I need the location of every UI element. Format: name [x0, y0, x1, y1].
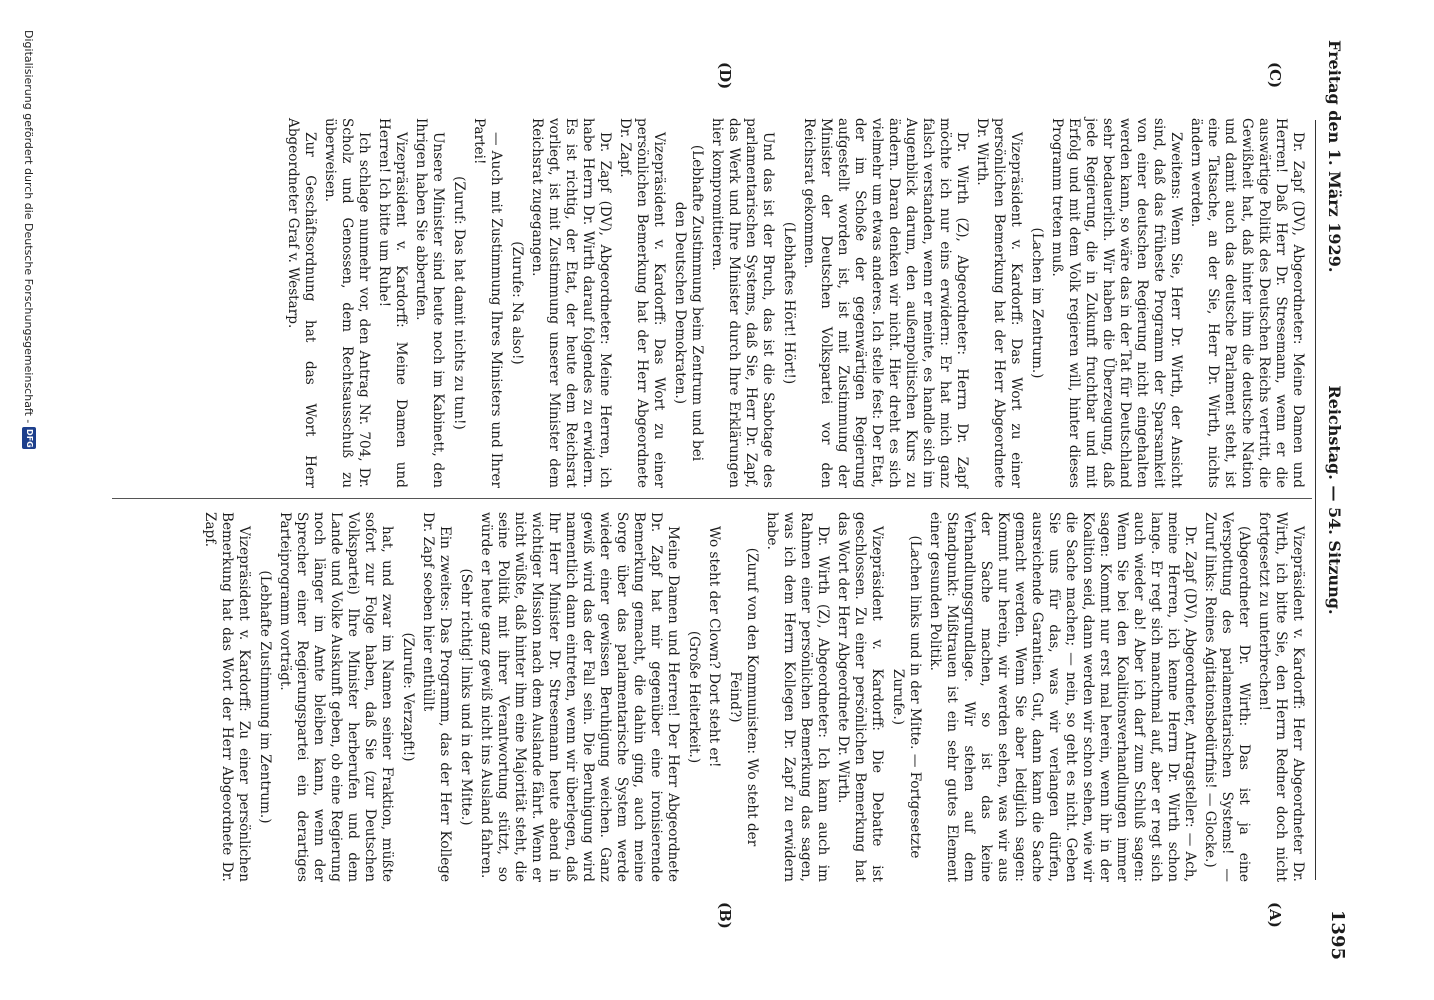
credit-text: Digitalisierung gefördert durch die Deutsche Forschungsgemeinschaft - [22, 30, 36, 424]
paragraph: Vizepräsident v. Kardorff: Das Wort zu einer persönlichen Bemerkung hat der Herr Abgeordnete Dr. Zapf. [617, 118, 667, 488]
interjection: (Zuruf: Das hat damit nichts zu tun!) [451, 176, 467, 430]
paragraph: Unsere Minister sind heute noch im Kabinett, den Ihrigen haben Sie abberufen. [413, 118, 446, 488]
margin-mark-d: (D) [716, 62, 734, 90]
paragraph: Zur Geschäftsordnung hat das Wort Herr Abgeordneter Graf v. Westarp. [285, 118, 318, 488]
paragraph: Meine Damen und Herren! Der Herr Abgeordnete Dr. Zapf hat mir gegenüber eine ironisierende Bemerkung gemacht, die dahin ging, auch meine Sorge über das parlamentarische System werde wieder einer gewissen Beruhigung weichen. Ganz gewiß wird das der Fall sein. Die Beruhigung wird namentlich dann eintreten, wenn wir überlegen, daß Ihr Herr Minister Dr. Stresemann heute abend in wichtiger Mission nach dem Auslande fährt. Wenn er nicht wüßte, daß hinter ihm eine Majorität steht, die seine Politik mit ihrer Verantwortung stützt, so würde er heute ganz gewiß nicht ins Ausland fahren. [478, 512, 681, 882]
paragraph: Wo steht der Clown? Dort steht er! [706, 526, 722, 768]
page-number: 1395 [1327, 909, 1348, 960]
interjection: (Große Heiterkeit.) [686, 630, 702, 764]
paragraph: Vizepräsident v. Kardorff: Zu einer persönlichen Bemerkung hat das Wort der Herr Abgeordnete Dr. Zapf. [202, 512, 252, 882]
column-divider [112, 498, 1312, 499]
page-header [1318, 40, 1348, 960]
paragraph: Und das ist der Bruch, das ist die Sabotage des parlamentarischen Systems, daß Sie, Herr Dr. Zapf, das Werk und Ihre Minister durch Ihre Erklärungen hier kompromittieren. [709, 118, 776, 488]
header-session: Reichstag. — 54. Sitzung. [1325, 385, 1344, 615]
interjection: (Zuruf von den Kommunisten: Wo steht der Feind?) [727, 547, 760, 847]
interjection: (Lebhafte Zustimmung im Zentrum.) [257, 570, 273, 824]
interjection: (Zurufe: Verzapft!) [400, 632, 416, 762]
interjection: (Lebhafte Zustimmung beim Zentrum und bei den Deutschen Demokraten.) [672, 144, 705, 462]
dfg-logo-icon: DFG [22, 427, 36, 449]
paragraph: Dr. Wirth (Z), Abgeordneter: Herrn Dr. Zapf möchte ich nur eins erwidern: Er hat mich ganz falsch verstanden, wenn er meinte, es handle sich im Augenblick darum, den außenpolitischen Kurs zu ändern. Daran denken wir nicht. Hier dreht es sich vielmehr um etwas anderes. Ich stelle fest: Der Etat, der im Schoße der gegenwärtigen Regierung aufgestellt worden ist, ist mit Zustimmung der Minister der Deutschen Volkspartei vor den Reichsrat gekommen. [801, 118, 970, 488]
paragraph: Vizepräsident v. Kardorff: Meine Damen und Herren! Ich bitte um Ruhe! [376, 118, 409, 488]
margin-mark-c: (C) [1266, 62, 1284, 89]
paragraph: Vizepräsident v. Kardorff: Die Debatte ist geschlossen. Zu einer persönlichen Bemerkung hat das Wort der Herr Abgeordnete Dr. Wirth. [835, 512, 885, 882]
paragraph: hat, und zwar im Namen seiner Fraktion, müßte sofort zur Folge haben, daß Sie (zur Deutschen Volkspartei) Ihre Minister herberufen und dem Lande und Volke Auskunft geben, ob eine Regierung noch länger im Amte bleiben kann, wenn der Sprecher einer Regierungspartei ein derartiges Parteiprogramm vorträgt. [277, 512, 395, 882]
interjection: (Sehr richtig! links und in der Mitte.) [458, 568, 474, 826]
paragraph: Ich schlage nunmehr vor, den Antrag Nr. 704, Dr. Scholz und Genossen, dem Rechtsausschuß zu überweisen. [322, 118, 372, 488]
interjection: (Zurufe: Na also!) [509, 241, 525, 365]
paragraph: Dr. Wirth (Z), Abgeordneter: Ich kann auch im Rahmen einer persönlichen Bemerkung das sagen, was ich dem Herrn Kollegen Dr. Zapf zu erwidern habe. [764, 512, 831, 882]
paragraph: Dr. Zapf (DV), Abgeordneter: Meine Damen und Herren! Daß Herr Dr. Stresemann, wenn er die auswärtige Politik des Deutschen Reichs vertritt, die Gewißheit hat, daß hinter ihm die deutsche Nation und damit auch das deutsche Parlament steht, ist eine Tatsache, an der Sie, Herr Dr. Wirth, nichts ändern werden. [1188, 118, 1306, 488]
paragraph: Dr. Zapf (DV), Abgeordneter: Meine Herren, ich habe Herrn Dr. Wirth darauf folgendes zu erwidern. Es ist richtig, der Etat, der heute dem Reichsrat vorliegt, ist mit Zustimmung unserer Minister dem Reichsrat zugegangen. [529, 118, 613, 488]
paragraph: Vizepräsident v. Kardorff: Das Wort zu einer persönlichen Bemerkung hat der Herr Abgeordnete Dr. Wirth. [974, 118, 1024, 488]
paragraph: (Abgeordneter Dr. Wirth: Das ist ja eine Verspottung des parlamentarischen Systems! — Zuruf links: Reines Agitationsbedürfnis! — Glocke.) [1202, 512, 1252, 882]
interjection: (Lachen im Zentrum.) [1029, 227, 1045, 379]
margin-mark-b: (B) [716, 902, 734, 929]
paragraph: Vizepräsident v. Kardorff: Herr Abgeordneter Dr. Wirth, ich bitte Sie, den Herrn Redner doch nicht fortgesetzt zu unterbrechen! [1256, 512, 1306, 882]
interjection: (Lebhaftes Hört! Hört!) [781, 221, 797, 385]
text-column-right [101, 512, 1306, 882]
paragraph: Ein zweites: Das Programm, das der Herr Kollege Dr. Zapf soeben hier enthüllt [420, 512, 453, 882]
text-column-left [101, 118, 1306, 488]
paragraph: — Auch mit Zustimmung Ihres Ministers und Ihrer Partei! [471, 118, 504, 488]
header-rule [1315, 120, 1316, 880]
paragraph: Dr. Zapf (DV), Abgeordneter, Antragsteller: — Ach, meine Herren, ich kenne Herrn Dr. Wirth schon lange. Er regt sich manchmal auf, aber er regt sich auch wieder ab! Aber ich darf zum Schluß sagen: Wenn Sie bei den Koalitionsverhandlungen immer sagen: Kommt nur erst mal herein, wenn ihr in der Koalition seid, dann werden wir schon sehen, wie wir die Sache machen; — nein, so geht es nicht. Geben Sie uns für das, was wir verlangen dürfen, ausreichende Garantien. Gut, dann kann die Sache gemacht werden. Wenn Sie aber lediglich sagen: Kommt nur herein, wir werden sehen, was wir aus der Sache machen, so ist das keine Verhandlungsgrundlage. Wir stehen auf dem Standpunkt: Mißtrauen ist ein sehr gutes Element einer gesunden Politik. [927, 512, 1198, 882]
header-date: Freitag den 1. März 1929. [1325, 40, 1344, 273]
margin-mark-a: (A) [1266, 902, 1284, 928]
interjection: (Lachen links und in der Mitte. — Fortgesetzte Zurufe.) [890, 535, 923, 859]
paragraph: Zweitens: Wenn Sie, Herr Dr. Wirth, der Ansicht sind, daß das früheste Programm der Sparsamkeit von einer deutschen Regierung nicht eingehalten werden kann, so wäre das in der Tat für Deutschland sehr bedauerlich. Wir haben die Überzeugung, daß jede Regierung, die in Zukunft fruchtbar und mit Erfolg und mit dem Volk regieren will, hinter dieses Programm treten muß. [1049, 118, 1184, 488]
digitization-credit [22, 30, 36, 449]
